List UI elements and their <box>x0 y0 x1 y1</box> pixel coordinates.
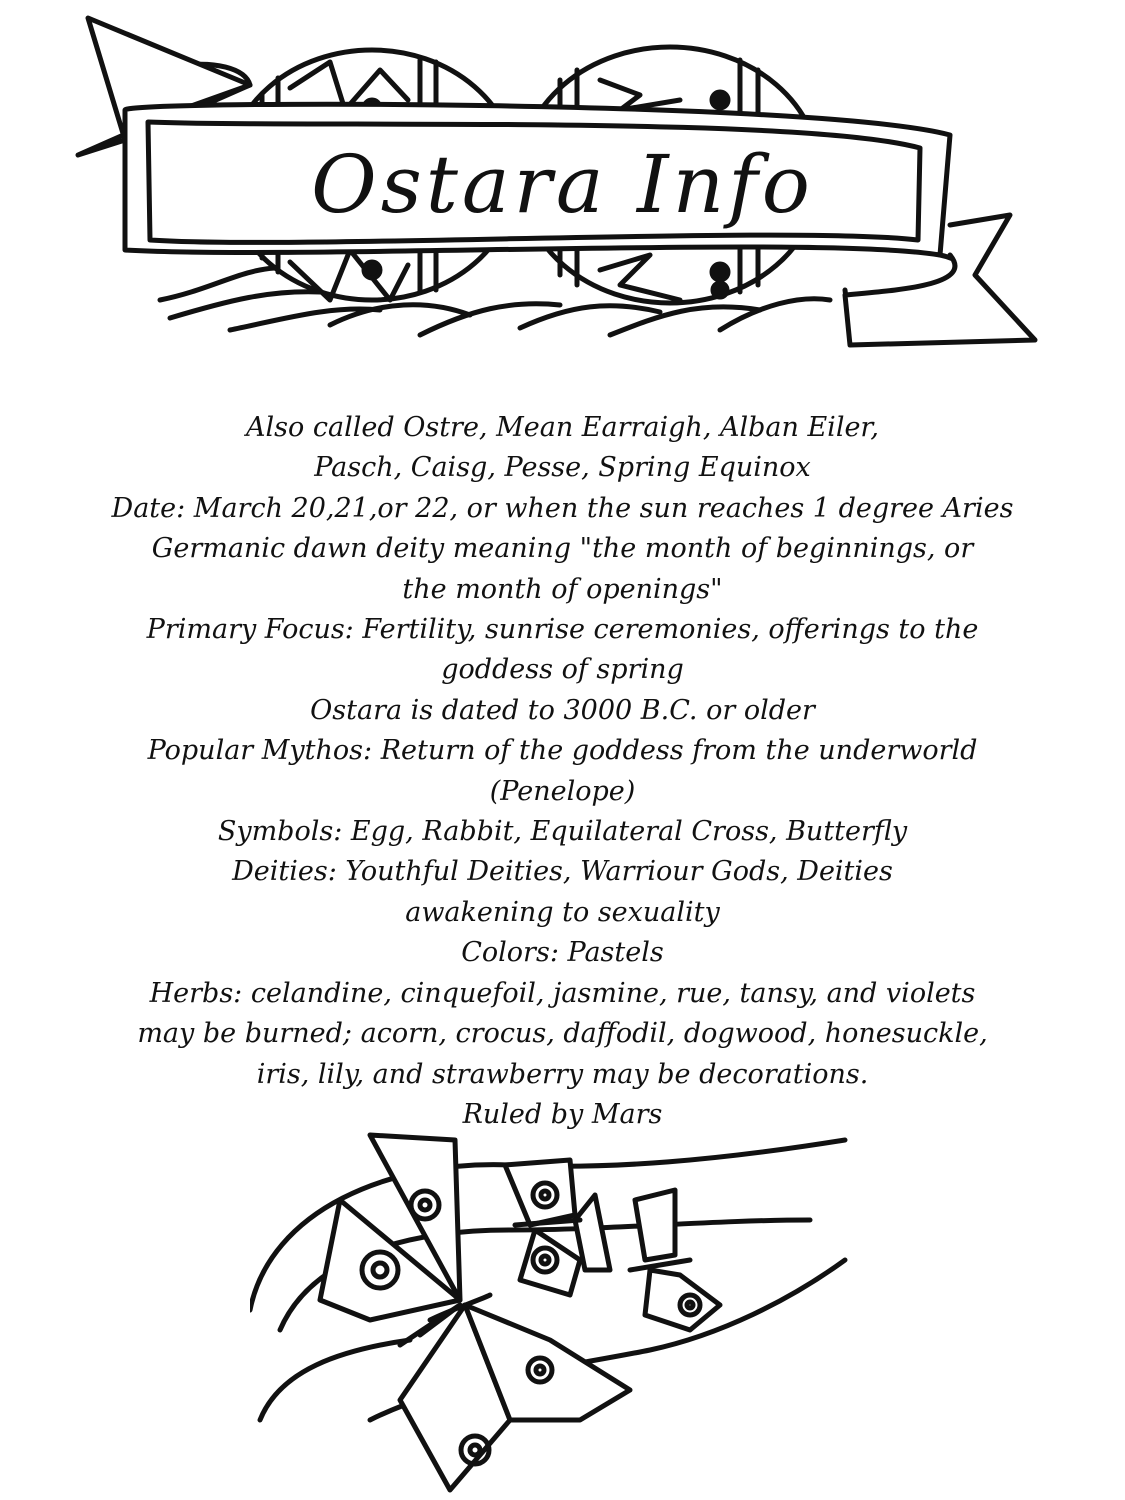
info-line: Ruled by Mars <box>462 1098 663 1130</box>
info-line: Date: March 20,21,or 22, or when the sun reaches 1 degree Aries <box>111 492 1014 524</box>
info-line: Symbols: Egg, Rabbit, Equilateral Cross, Butterfly <box>217 816 908 848</box>
info-line: Popular Mythos: Return of the goddess from the underworld <box>147 735 978 767</box>
butterflies-illustration <box>250 1120 850 1495</box>
info-line: Colors: Pastels <box>461 937 664 969</box>
info-line: awakening to sexuality <box>405 896 720 928</box>
info-line: Herbs: celandine, cinquefoil, jasmine, rue, tansy, and violets <box>149 977 976 1009</box>
info-line: goddess of spring <box>441 654 684 686</box>
info-line: Primary Focus: Fertility, sunrise ceremonies, offerings to the <box>146 614 979 646</box>
info-line: the month of openings" <box>402 573 723 605</box>
info-line: iris, lily, and strawberry may be decorations. <box>256 1058 869 1090</box>
info-line: Germanic dawn deity meaning "the month of beginnings, or <box>151 533 974 565</box>
grass-icon <box>160 268 830 335</box>
info-line: Ostara is dated to 3000 B.C. or older <box>310 694 815 726</box>
info-line: Pasch, Caisg, Pesse, Spring Equinox <box>314 452 811 484</box>
info-line: (Penelope) <box>489 775 636 807</box>
info-line: may be burned; acorn, crocus, daffodil, dogwood, honesuckle, <box>137 1018 988 1050</box>
page-title: Ostara Info <box>311 138 814 231</box>
info-text-block <box>10 408 1115 1135</box>
info-line: Deities: Youthful Deities, Warriour Gods, Deities <box>232 856 893 888</box>
butterfly-small-icon <box>630 1190 720 1330</box>
info-line: Also called Ostre, Mean Earraigh, Alban Eiler, <box>246 412 879 443</box>
